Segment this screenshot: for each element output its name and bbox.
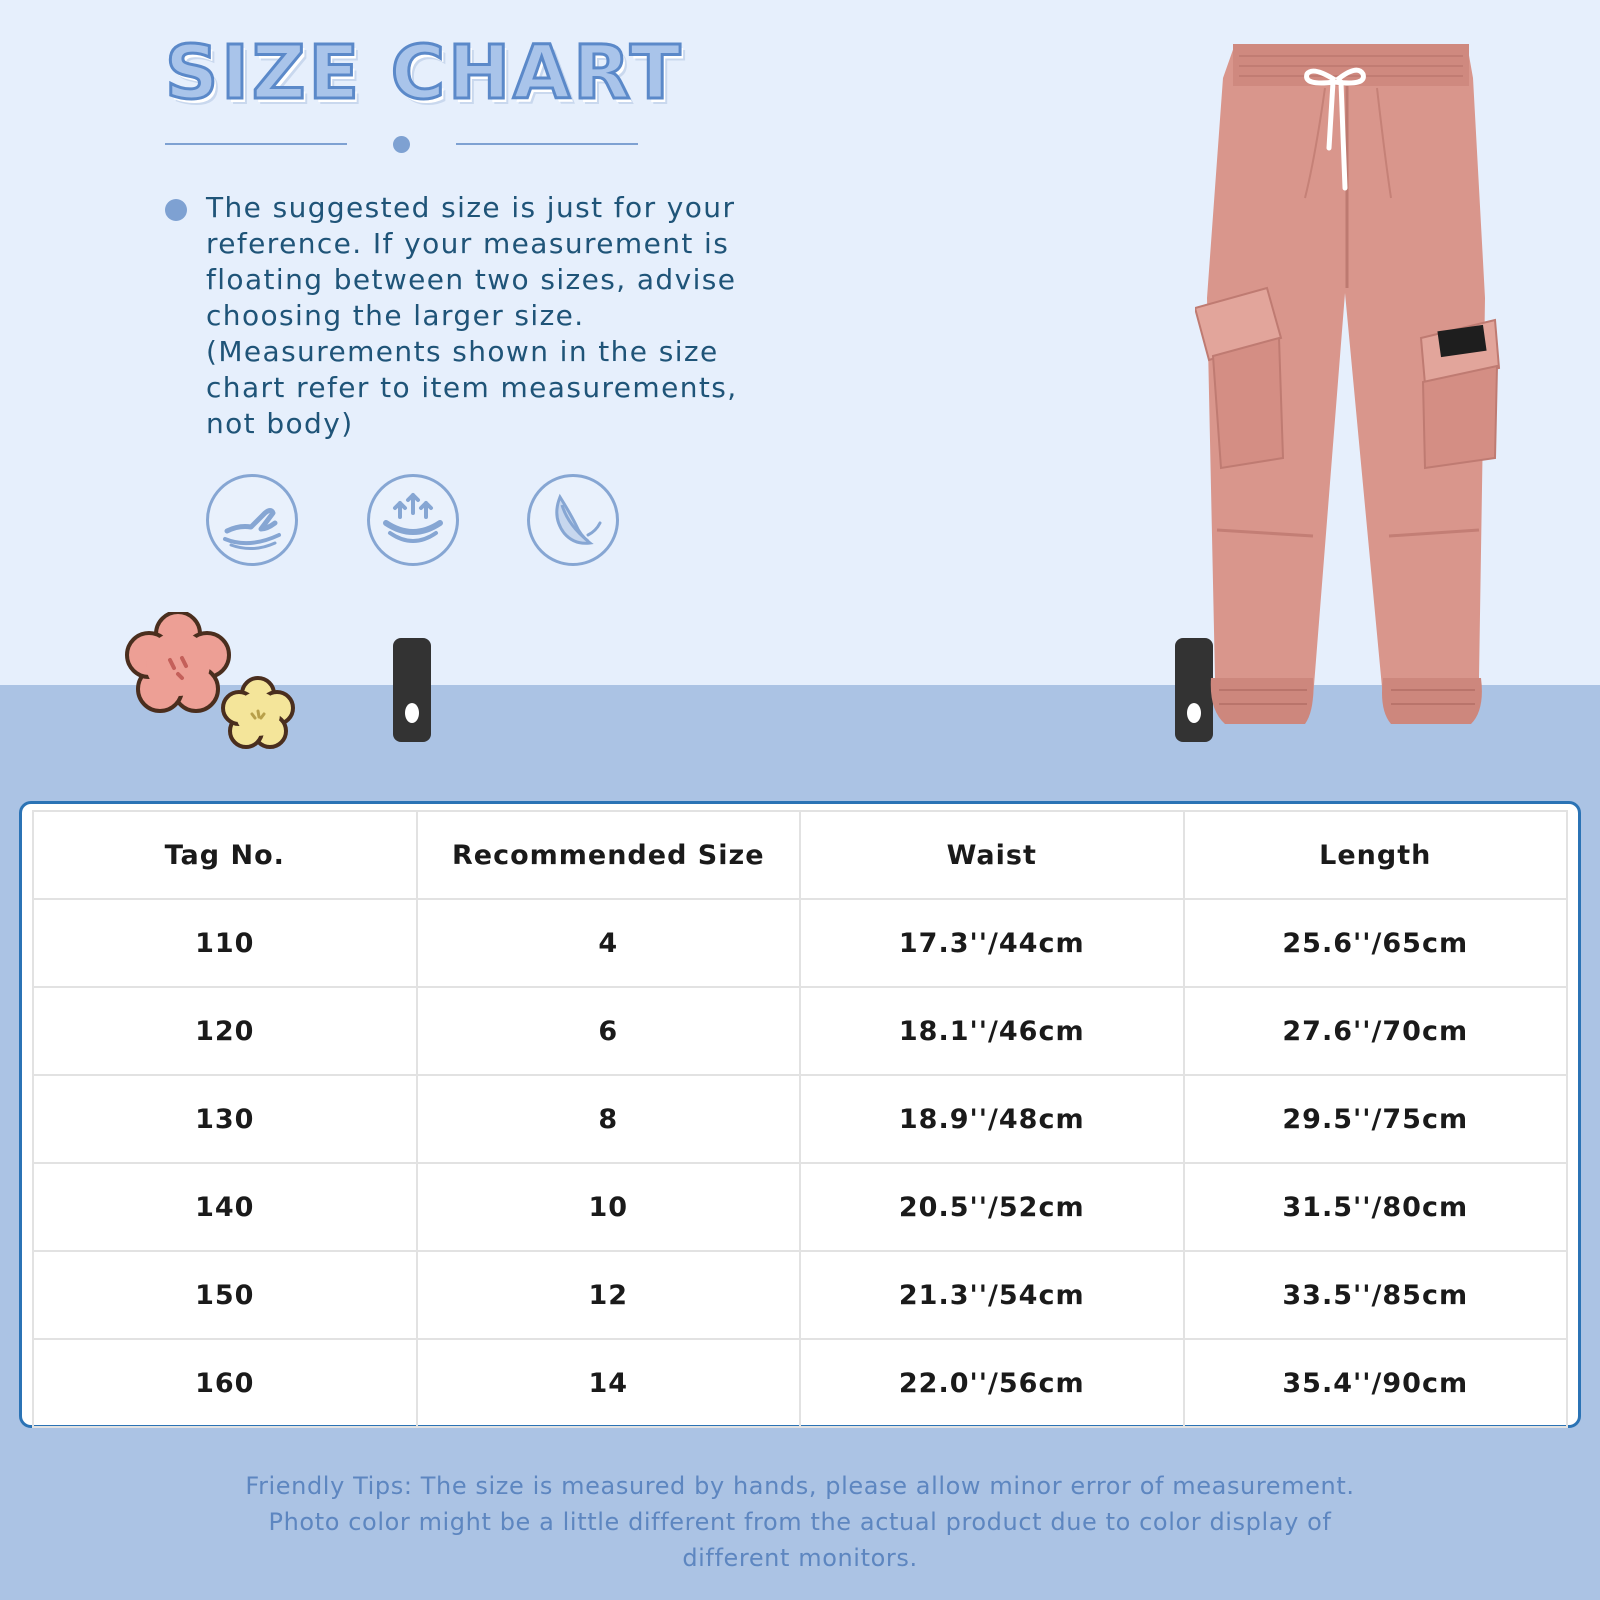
cell-tag-no: 130 xyxy=(33,1075,417,1163)
cell-tag-no: 140 xyxy=(33,1163,417,1251)
cell-waist: 18.1''/46cm xyxy=(800,987,1184,1075)
note-bullet-icon xyxy=(165,199,187,221)
hand-softness-icon xyxy=(206,474,298,566)
title-divider-left xyxy=(165,143,347,145)
cell-length: 27.6''/70cm xyxy=(1184,987,1568,1075)
cell-length: 29.5''/75cm xyxy=(1184,1075,1568,1163)
cell-tag-no: 110 xyxy=(33,899,417,987)
table-row xyxy=(33,1075,1567,1163)
cargo-pants-image xyxy=(1195,38,1505,743)
table-row xyxy=(33,1251,1567,1339)
cell-waist: 22.0''/56cm xyxy=(800,1339,1184,1427)
cell-waist: 21.3''/54cm xyxy=(800,1251,1184,1339)
cell-tag-no: 160 xyxy=(33,1339,417,1427)
table-row xyxy=(33,899,1567,987)
title-divider-right xyxy=(456,143,638,145)
cell-waist: 18.9''/48cm xyxy=(800,1075,1184,1163)
cell-recommended-size: 6 xyxy=(417,987,801,1075)
table-row xyxy=(33,987,1567,1075)
page-title: SIZE CHART xyxy=(165,30,684,116)
title-divider-dot xyxy=(393,136,410,153)
cell-recommended-size: 10 xyxy=(417,1163,801,1251)
cell-recommended-size: 12 xyxy=(417,1251,801,1339)
cell-length: 33.5''/85cm xyxy=(1184,1251,1568,1339)
header-recommended-size: Recommended Size xyxy=(417,811,801,899)
table-row xyxy=(33,1339,1567,1427)
table-row xyxy=(33,1163,1567,1251)
friendly-tips: Friendly Tips: The size is measured by hands, please allow minor error of measurement. Photo color might be a little different from the actual product due to color display of different monitors. xyxy=(245,1472,1355,1572)
feather-icon xyxy=(527,474,619,566)
header-waist: Waist xyxy=(800,811,1184,899)
stretch-arrows-icon xyxy=(367,474,459,566)
header-tag-no: Tag No. xyxy=(33,811,417,899)
header-length: Length xyxy=(1184,811,1568,899)
size-table xyxy=(32,810,1568,1428)
size-note: The suggested size is just for your reference. If your measurement is floating between two sizes, advise choosing the larger size. (Measurements shown in the size chart refer to item measurements, not body) xyxy=(206,191,738,440)
cell-waist: 20.5''/52cm xyxy=(800,1163,1184,1251)
pin-left-icon xyxy=(393,638,431,742)
cell-length: 31.5''/80cm xyxy=(1184,1163,1568,1251)
cell-waist: 17.3''/44cm xyxy=(800,899,1184,987)
size-table-frame xyxy=(19,801,1581,1428)
cell-tag-no: 150 xyxy=(33,1251,417,1339)
cell-recommended-size: 4 xyxy=(417,899,801,987)
cell-length: 25.6''/65cm xyxy=(1184,899,1568,987)
cell-tag-no: 120 xyxy=(33,987,417,1075)
flower-decoration-icon xyxy=(120,612,310,762)
cell-recommended-size: 14 xyxy=(417,1339,801,1427)
table-header-row xyxy=(33,811,1567,899)
cell-length: 35.4''/90cm xyxy=(1184,1339,1568,1427)
cell-recommended-size: 8 xyxy=(417,1075,801,1163)
